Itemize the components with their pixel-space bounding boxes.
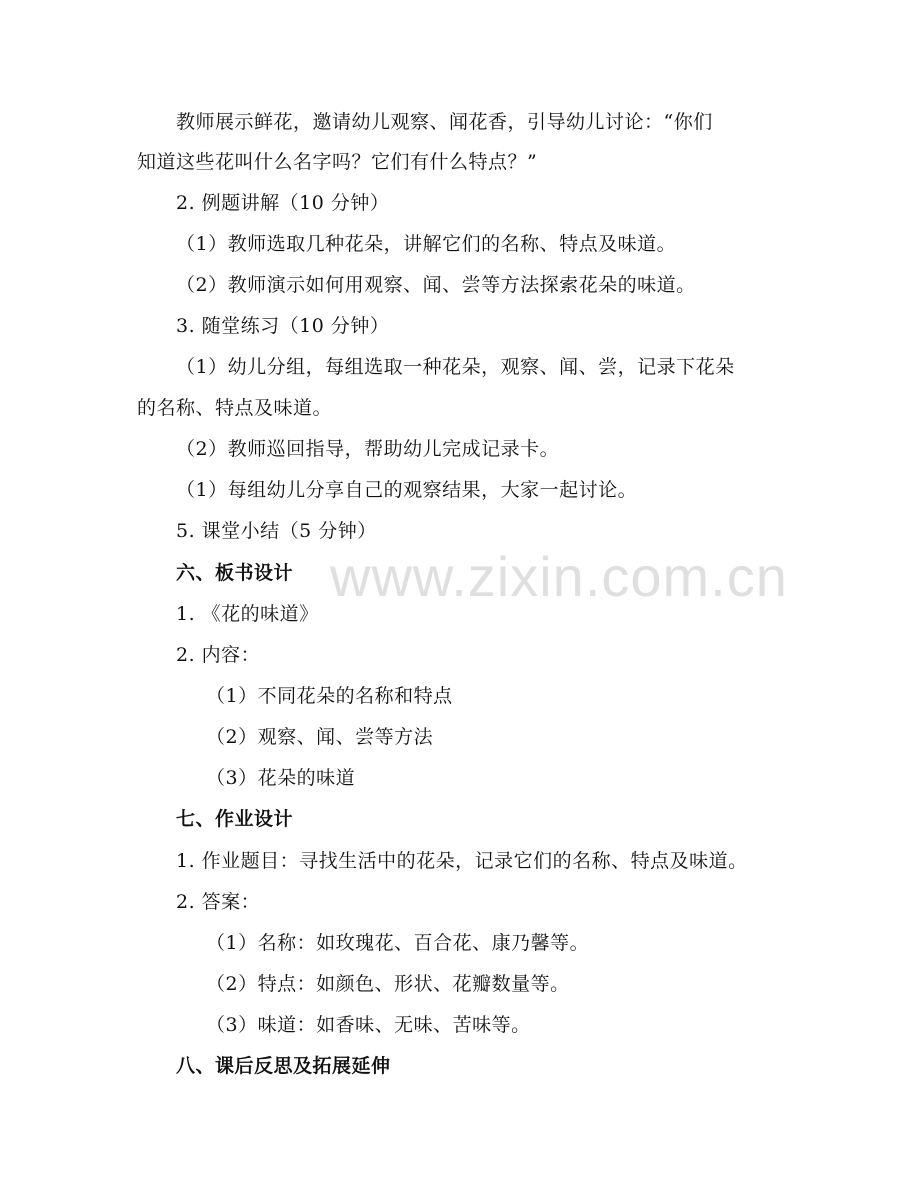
- step-2-item-2: （2）教师演示如何用观察、闻、尝等方法探索花朵的味道。: [176, 274, 696, 296]
- step-3-item-2: （2）教师巡回指导，帮助幼儿完成记录卡。: [176, 438, 560, 460]
- section-8-heading: 八、课后反思及拓展延伸: [176, 1055, 391, 1077]
- homework-sub-item-1: （1）名称：如玫瑰花、百合花、康乃馨等。: [206, 932, 590, 954]
- board-sub-item-1: （1）不同花朵的名称和特点: [206, 685, 453, 707]
- step-3-title: 3. 随堂练习（10 分钟）: [176, 315, 390, 337]
- step-3-item-3: （1）每组幼儿分享自己的观察结果，大家一起讨论。: [176, 479, 638, 501]
- section-7-heading: 七、作业设计: [176, 808, 294, 830]
- board-sub-item-3: （3）花朵的味道: [206, 767, 356, 789]
- intro-line-1: 教师展示鲜花，邀请幼儿观察、闻花香，引导幼儿讨论：“你们: [176, 111, 713, 133]
- homework-sub-item-3: （3）味道：如香味、无味、苦味等。: [206, 1014, 531, 1036]
- board-item-1: 1. 《花的味道》: [176, 603, 319, 625]
- watermark: www.zixin.com.cn: [330, 545, 788, 608]
- homework-item-2: 2. 答案：: [176, 891, 261, 913]
- homework-item-1: 1. 作业题目：寻找生活中的花朵，记录它们的名称、特点及味道。: [176, 850, 748, 872]
- homework-sub-item-2: （2）特点：如颜色、形状、花瓣数量等。: [206, 973, 570, 995]
- step-2-title: 2. 例题讲解（10 分钟）: [176, 192, 390, 214]
- step-5-title: 5. 课堂小结（5 分钟）: [176, 520, 377, 542]
- board-sub-item-2: （2）观察、闻、尝等方法: [206, 726, 434, 748]
- step-2-item-1: （1）教师选取几种花朵，讲解它们的名称、特点及味道。: [176, 233, 677, 255]
- intro-line-2: 知道这些花叫什么名字吗？它们有什么特点？”: [137, 151, 538, 173]
- step-3-item-1-line-1: （1）幼儿分组，每组选取一种花朵，观察、闻、尝，记录下花朵: [176, 356, 735, 378]
- section-6-heading: 六、板书设计: [176, 562, 294, 584]
- board-item-2: 2. 内容：: [176, 644, 261, 666]
- step-3-item-1-line-2: 的名称、特点及味道。: [137, 397, 333, 419]
